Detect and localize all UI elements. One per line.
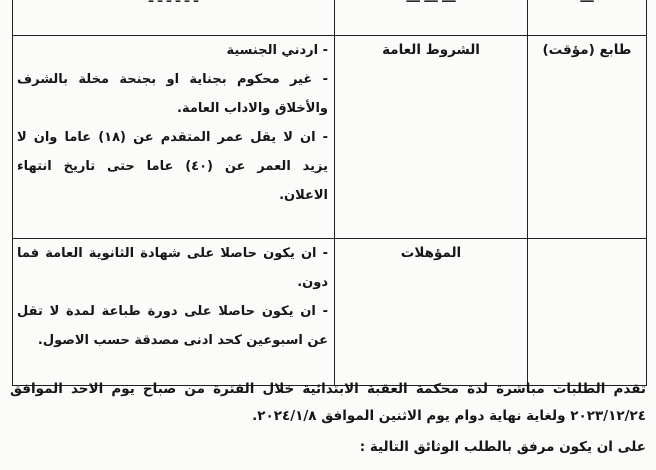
condition-no-criminal-record: - غير محكوم بجناية او بجنحة مخلة بالشرف والأخلاق والاداب العامة. (17, 72, 328, 116)
cut-off-text (335, 0, 527, 6)
cut-off-text (13, 0, 334, 6)
cut-off-text (528, 0, 646, 6)
cell-type-cut (528, 0, 647, 36)
table-row-qualifications (13, 239, 647, 386)
application-instructions (10, 376, 646, 461)
cell-body-cut (13, 0, 335, 36)
section-heading-general-conditions: الشروط العامة (335, 36, 528, 239)
qualification-typing-course: - ان يكون حاصلا على دورة طباعة لمدة لا تقل عن اسبوعين كحد ادنى مصدقة حسب الاصول. (17, 304, 328, 348)
vacancy-table (12, 0, 647, 386)
qualification-secondary-certificate: - ان يكون حاصلا على شهادة الثانوية العامة فما دون. (17, 246, 328, 290)
section-heading-qualifications: المؤهلات (335, 239, 528, 386)
required-documents-intro: على ان يكون مرفق بالطلب الوثائق التالية : (359, 439, 646, 455)
qualifications-list (13, 239, 335, 386)
job-type-cell: طابع (مؤقت) (528, 36, 647, 239)
application-period-text: تقدم الطلبات مباشرة لدة محكمة العقبة الابتدائية خلال الفترة من صباح يوم الاحد الموافق ٢٠٢٣/١٢/٢٤ ولغاية نهاية دوام يوم الاثنين الموافق ٢٠٢٤/١/٨. (10, 381, 646, 424)
table-row-general-conditions (13, 36, 647, 239)
condition-nationality: - اردني الجنسية (226, 43, 328, 58)
cell-heading-cut (335, 0, 528, 36)
general-conditions-list (13, 36, 335, 239)
condition-age: - ان لا يقل عمر المتقدم عن (١٨) عاما وان لا يزيد العمر عن (٤٠) عاما حتى تاريخ انتهاء الاعلان. (17, 130, 328, 203)
table-row-cut-off (13, 0, 647, 36)
job-type-cell-empty (528, 239, 647, 386)
